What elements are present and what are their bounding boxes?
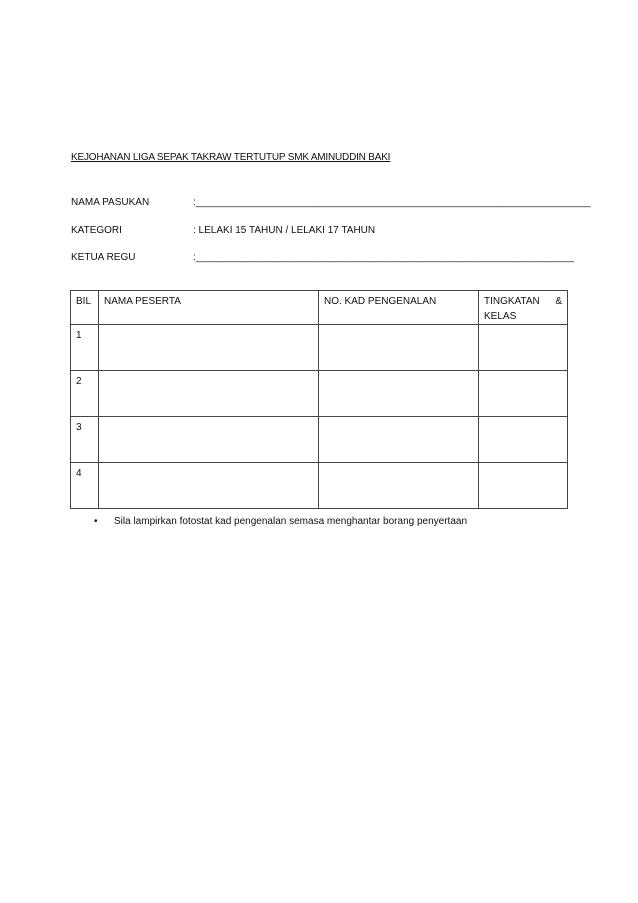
header-nama-peserta: NAMA PESERTA (99, 291, 319, 325)
field-value-kategori: : LELAKI 15 TAHUN / LELAKI 17 TAHUN (193, 225, 376, 236)
cell-kad[interactable] (319, 417, 479, 463)
form-title: KEJOHANAN LIGA SEPAK TAKRAW TERTUTUP SMK AMINUDDIN BAKI (71, 152, 391, 163)
table-row (71, 371, 568, 417)
participant-table (70, 290, 568, 509)
cell-tingkatan[interactable] (479, 463, 568, 509)
field-label-kategori: KATEGORI (71, 225, 122, 236)
note-text: Sila lampirkan fotostat kad pengenalan semasa menghantar borang penyertaan (114, 516, 468, 527)
table-row (71, 463, 568, 509)
header-no-kad: NO. KAD PENGENALAN (319, 291, 479, 325)
cell-bil: 1 (71, 325, 99, 371)
cell-kad[interactable] (319, 325, 479, 371)
cell-bil: 4 (71, 463, 99, 509)
header-bil: BIL (71, 291, 99, 325)
cell-nama[interactable] (99, 371, 319, 417)
table-row (71, 325, 568, 371)
field-value-ketua-regu: :____________________________________________________________________ (193, 252, 574, 263)
cell-tingkatan[interactable] (479, 325, 568, 371)
cell-nama[interactable] (99, 325, 319, 371)
table-row (71, 417, 568, 463)
table-header-row (71, 291, 568, 325)
cell-kad[interactable] (319, 371, 479, 417)
field-value-nama-pasukan: :_______________________________________________________________________ (193, 197, 591, 208)
cell-bil: 3 (71, 417, 99, 463)
cell-bil: 2 (71, 371, 99, 417)
header-tingkatan-kelas: TINGKATAN & KELAS (479, 291, 568, 325)
cell-nama[interactable] (99, 463, 319, 509)
bullet-icon: • (94, 516, 98, 527)
cell-nama[interactable] (99, 417, 319, 463)
field-label-nama-pasukan: NAMA PASUKAN (71, 197, 150, 208)
attachment-note (94, 516, 467, 527)
field-label-ketua-regu: KETUA REGU (71, 252, 136, 263)
cell-tingkatan[interactable] (479, 417, 568, 463)
cell-tingkatan[interactable] (479, 371, 568, 417)
cell-kad[interactable] (319, 463, 479, 509)
